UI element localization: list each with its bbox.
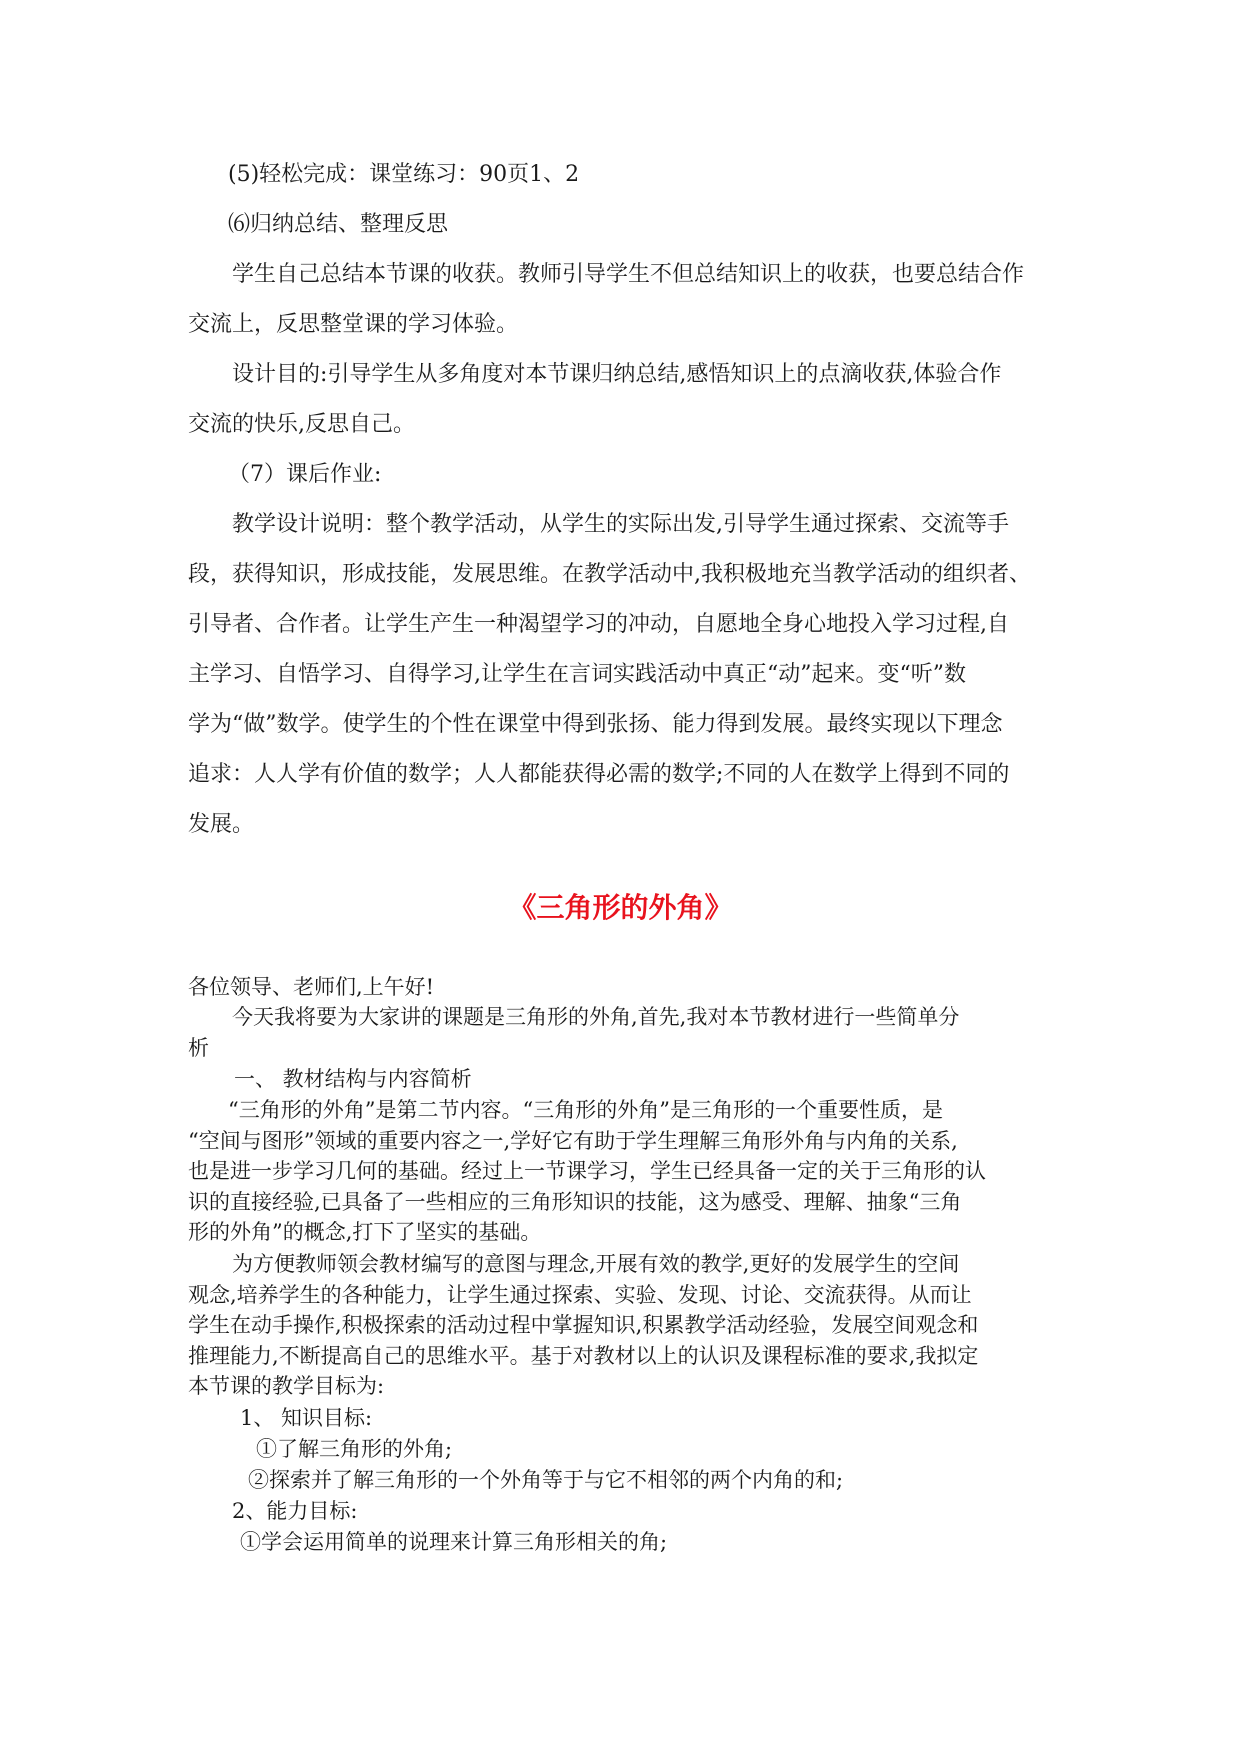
item-6-summary-heading: ⑹归纳总结、整理反思	[228, 212, 449, 237]
goal-2-ability: 2、能力目标:	[232, 1499, 358, 1523]
goal-1-knowledge: 1、 知识目标:	[240, 1406, 373, 1430]
heading-textbook-structure: 一、 教材结构与内容简析	[234, 1067, 472, 1091]
structure-paragraph: “三角形的外角”是第二节内容。“三角形的外角”是三角形的一个重要性质，是 “空间与图形”领域的重要内容之一,学好它有助于学生理解三角形外角与内角的关系, 也是进一步学习几何的基础。经过上一节课学习，学生已经具备一定的关于三角形的认 识的直接经验,已具备了一些相应的三角形知识的技能，这为感受、理解、抽象“三角 形的外角”的概念,打下了坚实的基础。	[188, 1098, 986, 1244]
goals-intro-paragraph: 为方便教师领会教材编写的意图与理念,开展有效的教学,更好的发展学生的空间 观念,培养学生的各种能力，让学生通过探索、实验、发现、讨论、交流获得。从而让 学生在动手操作,积极探索的活动过程中掌握知识,积累教学活动经验，发展空间观念和 推理能力,不断提高自己的思维水平。基于对教材以上的认识及课程标准的要求,我拟定 本节课的教学目标为:	[188, 1252, 979, 1398]
greeting: 各位领导、老师们,上午好!	[188, 975, 435, 999]
design-purpose-paragraph: 设计目的:引导学生从多角度对本节课归纳总结,感悟知识上的点滴收获,体验合作 交流的快乐,反思自己。	[188, 362, 1002, 437]
item-5-practice: (5)轻松完成：课堂练习：90页1、2	[228, 162, 580, 187]
design-notes-paragraph: 教学设计说明：整个教学活动，从学生的实际出发,引导学生通过探索、交流等手 段，获得知识，形成技能，发展思维。在教学活动中,我积极地充当教学活动的组织者、 引导者、合作者。让学生产生一种渴望学习的冲动，自愿地全身心地投入学习过程,自 主学习、自悟学习、自得学习,让学生在言词实践活动中真正“动”起来。变“听”数 学为“做”数学。使学生的个性在课堂中得到张扬、能力得到发展。最终实现以下理念 追求：人人学有价值的数学；人人都能获得必需的数学;不同的人在数学上得到不同的 发展。	[188, 512, 1031, 837]
lesson-title: 《三角形的外角》	[508, 891, 733, 924]
summary-paragraph: 学生自己总结本节课的收获。教师引导学生不但总结知识上的收获，也要总结合作 交流上，反思整堂课的学习体验。	[188, 262, 1025, 337]
item-7-homework: （7）课后作业:	[228, 462, 382, 487]
intro-paragraph: 今天我将要为大家讲的课题是三角形的外角,首先,我对本节教材进行一些简单分 析	[188, 1005, 960, 1060]
goal-1a: ①了解三角形的外角;	[256, 1437, 453, 1461]
goal-2a: ①学会运用简单的说理来计算三角形相关的角;	[240, 1530, 668, 1554]
goal-1b: ②探索并了解三角形的一个外角等于与它不相邻的两个内角的和;	[248, 1468, 844, 1492]
